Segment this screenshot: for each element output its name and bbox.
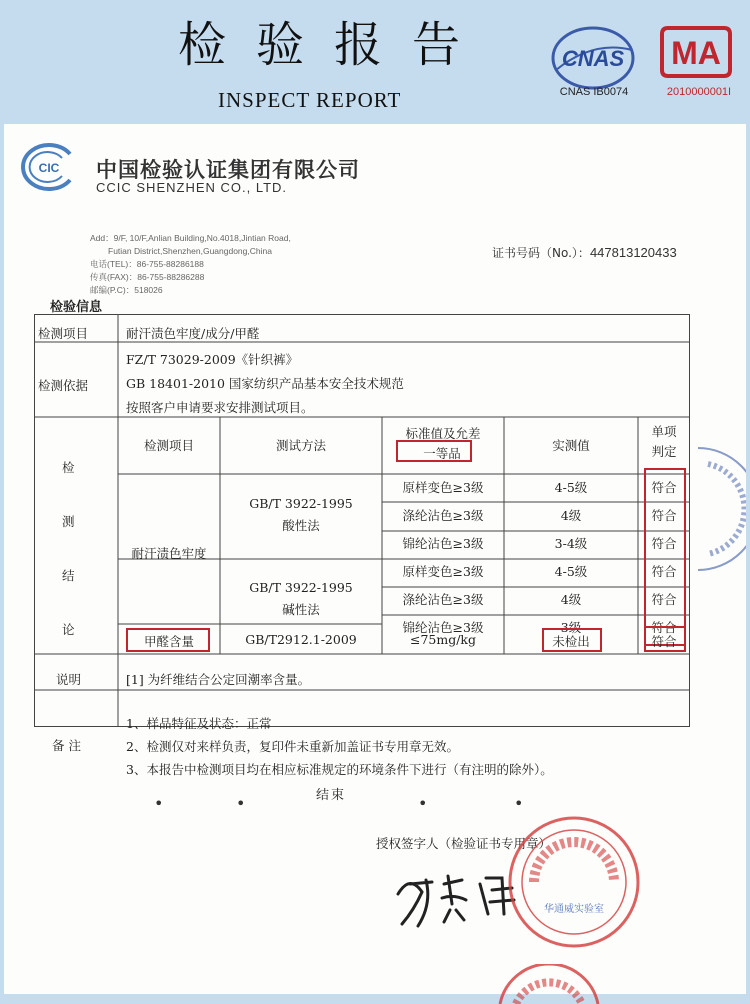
header-item: 检测项目 bbox=[143, 438, 194, 453]
report-title: 检验报告 bbox=[178, 17, 491, 73]
acid-method-name: 酸性法 bbox=[282, 518, 320, 533]
ccic-logo-text: CIC bbox=[38, 161, 60, 175]
header-standard: 标准值及允差 bbox=[405, 426, 481, 441]
header-grade: 一等品 bbox=[423, 446, 461, 461]
formaldehyde-measured: 未检出 bbox=[552, 634, 590, 649]
row-standard: 锦纶沾色≥3级 bbox=[402, 536, 484, 551]
row-standard: 原样变色≥3级 bbox=[402, 480, 484, 495]
item-label: 检测项目 bbox=[38, 326, 89, 341]
sweat-fastness-item: 耐汗渍色牢度 bbox=[131, 546, 207, 561]
side-seal-icon bbox=[694, 444, 746, 574]
row-standard: 涤纶沾色≥3级 bbox=[402, 508, 484, 523]
company-name-en: CCIC SHENZHEN CO., LTD. bbox=[96, 180, 288, 195]
explain-text: [1] 为纤维结合公定回潮率含量。 bbox=[126, 672, 311, 687]
report-banner bbox=[0, 0, 750, 122]
row-verdict: 符合 bbox=[651, 620, 677, 635]
address-line: 电话(TEL)：86-755-88286188 bbox=[90, 259, 204, 269]
seal-text: 华通威实验室 bbox=[544, 904, 604, 915]
ma-logo-icon bbox=[658, 20, 734, 84]
result-label-char: 检 bbox=[62, 460, 75, 475]
certificate-number bbox=[492, 244, 677, 261]
header-verdict-2: 判定 bbox=[651, 444, 677, 459]
section-title: 检验信息 bbox=[50, 300, 103, 315]
grade-highlight bbox=[396, 440, 472, 462]
row-verdict: 符合 bbox=[651, 564, 677, 579]
company-address bbox=[90, 232, 291, 297]
dot-separator: • bbox=[236, 794, 246, 813]
result-label-char: 测 bbox=[62, 514, 75, 529]
row-measured: 4-5级 bbox=[554, 480, 588, 495]
row-standard: 原样变色≥3级 bbox=[402, 564, 484, 579]
official-seal-icon bbox=[504, 812, 644, 952]
formaldehyde-item: 甲醛含量 bbox=[143, 634, 194, 649]
row-verdict: 符合 bbox=[651, 508, 677, 523]
cert-label: 证书号码（No.）： bbox=[492, 246, 590, 260]
formaldehyde-method: GB/T2912.1-2009 bbox=[245, 632, 357, 647]
ma-code: 2010000001I bbox=[666, 86, 732, 98]
partial-seal-icon bbox=[494, 964, 604, 1004]
header-measured: 实测值 bbox=[552, 438, 590, 453]
report-subtitle: INSPECT REPORT bbox=[218, 88, 402, 112]
item-value: 耐汗渍色牢度/成分/甲醛 bbox=[126, 326, 260, 341]
signature-icon bbox=[392, 854, 522, 934]
row-verdict: 符合 bbox=[651, 592, 677, 607]
cnas-logo-text: CNAS bbox=[561, 46, 625, 71]
result-label-char: 论 bbox=[62, 622, 75, 637]
row-verdict: 符合 bbox=[651, 536, 677, 551]
company-name-cn: 中国检验认证集团有限公司 bbox=[96, 158, 360, 182]
remark-line: 3、本报告中检测项目均在相应标准规定的环境条件下进行（有注明的除外）。 bbox=[126, 762, 553, 777]
basis-line: 按照客户申请要求安排测试项目。 bbox=[126, 400, 314, 415]
report-paper bbox=[4, 124, 746, 994]
formaldehyde-standard: ≤75mg/kg bbox=[409, 632, 477, 647]
row-measured: 4-5级 bbox=[554, 564, 588, 579]
dot-separator: • bbox=[154, 794, 164, 813]
row-measured: 4级 bbox=[560, 592, 582, 607]
result-label-char: 结 bbox=[62, 568, 75, 583]
remarks-label: 备 注 bbox=[52, 738, 81, 753]
row-verdict: 符合 bbox=[651, 480, 677, 495]
formaldehyde-item-highlight bbox=[126, 628, 210, 652]
header-method: 测试方法 bbox=[275, 438, 326, 453]
address-line: Add：9/F, 10/F,Anlian Building,No.4018,Jintian Road, bbox=[90, 233, 291, 243]
remark-line: 1、样品特征及状态：正常 bbox=[126, 716, 272, 731]
basis-label: 检测依据 bbox=[38, 378, 89, 393]
alkali-method-code: GB/T 3922-1995 bbox=[249, 580, 353, 595]
acid-method-code: GB/T 3922-1995 bbox=[249, 496, 353, 511]
dot-separator: • bbox=[418, 794, 428, 813]
remarks-list bbox=[126, 712, 553, 781]
ma-logo-text: MA bbox=[671, 35, 721, 71]
cnas-code: CNAS IB0074 bbox=[559, 86, 629, 98]
formaldehyde-measured-highlight bbox=[542, 628, 602, 652]
basis-line: FZ/T 73029-2009《针织裤》 bbox=[126, 352, 299, 367]
formaldehyde-verdict: 符合 bbox=[651, 634, 677, 649]
remark-line: 2、检测仅对来样负责，复印件未重新加盖证书专用章无效。 bbox=[126, 739, 459, 754]
end-marker: 结束 bbox=[316, 788, 347, 803]
row-measured: 3级 bbox=[560, 620, 582, 635]
header-verdict-1: 单项 bbox=[651, 424, 677, 439]
basis-line: GB 18401-2010 国家纺织产品基本安全技术规范 bbox=[126, 376, 404, 391]
row-standard: 涤纶沾色≥3级 bbox=[402, 592, 484, 607]
dot-separator: • bbox=[514, 794, 524, 813]
address-line: 邮编(P.C)：518026 bbox=[90, 285, 163, 295]
row-measured: 4级 bbox=[560, 508, 582, 523]
address-line: 传真(FAX)：86-755-88286288 bbox=[90, 272, 205, 282]
ccic-logo-icon bbox=[16, 142, 78, 192]
row-measured: 3-4级 bbox=[554, 536, 588, 551]
formaldehyde-verdict-highlight bbox=[644, 626, 686, 652]
explain-label: 说明 bbox=[56, 672, 82, 687]
address-line: Futian District,Shenzhen,Guangdong,China bbox=[108, 246, 272, 256]
alkali-method-name: 碱性法 bbox=[282, 602, 320, 617]
signer-label: 授权签字人（检验证书专用章） bbox=[376, 836, 552, 851]
verdict-highlight bbox=[644, 468, 686, 646]
cert-value: 447813120433 bbox=[589, 245, 677, 260]
row-standard: 锦纶沾色≥3级 bbox=[402, 620, 484, 635]
